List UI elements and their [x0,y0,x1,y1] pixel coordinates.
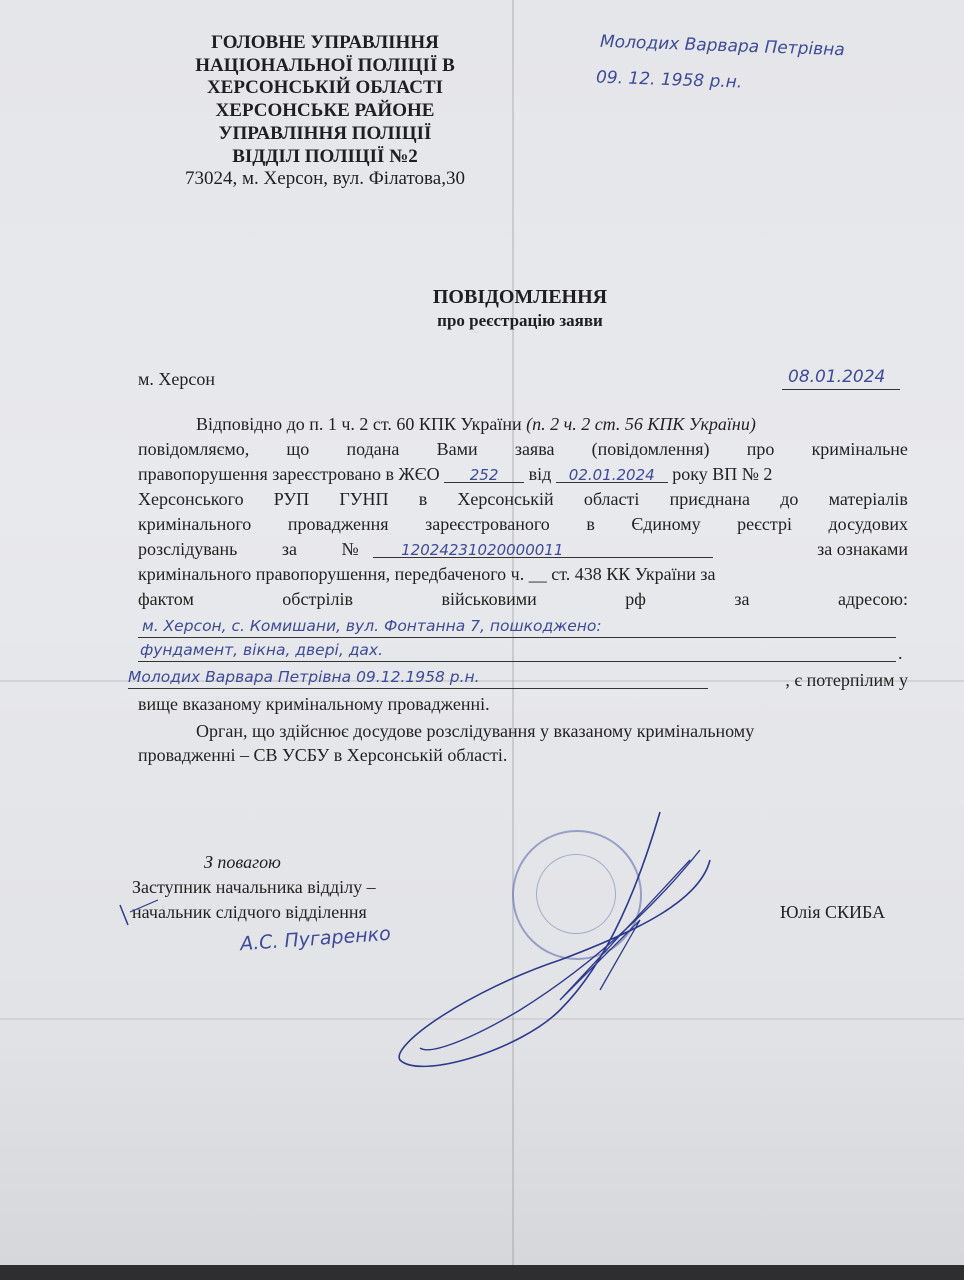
paper-fold [0,1018,964,1020]
body-line-8: фактом обстрілів військовими рф за адресою: [138,589,908,609]
body-line-4: Херсонського РУП ГУНП в Херсонській області приєднана до матеріалів [138,489,908,509]
recipient-dob-handwritten: 09. 12. 1958 р.н. [595,67,743,93]
date-underline [782,389,900,390]
erdr-number-handwritten: 12024231020000011 [401,541,564,559]
body-line-10: , є потерпілим у [785,670,908,690]
signer-name: Юлія СКИБА [780,902,886,922]
header-line: ХЕРСОНСЬКІЙ ОБЛАСТІ [206,77,444,99]
letter-date-handwritten: 08.01.2024 [788,367,886,387]
official-seal-stamp [512,830,642,960]
document-page: ГОЛОВНЕ УПРАВЛІННЯ НАЦІОНАЛЬНОЇ ПОЛІЦІЇ В ХЕРСОНСЬКІЙ ОБЛАСТІ ХЕРСОНСЬКЕ РАЙОНЕ УПРАВЛІННЯ ПОЛІЦІЇ ВІДДІЛ ПОЛІЦІЇ №2 73024, м. Херсон, вул. Філатова,30 Молодих Варвара Петрівна 09. 12. 1958 р.н. ПОВІДОМЛЕННЯ про реєстрацію заяви м. Херсон 08.01.2024 Відповідно до п. 1 ч. 2 ст. 60 КПК України (п. 2 ч. 2 ст. 56 КПК України) повідомляємо, що подана Вами заява (повідомлення) про кримінальне правопорушення зареєстровано в ЖЄО 252 від 02.01.2024 року ВП № 2 Херсонського РУП ГУНП в Херсонській області приєднана до матеріалів кримінального провадження зареєстрованого в Єдиному реєстрі досудових розслідувань за № 12024231020000011 за ознаками кримінального правопорушення, передбаченого ч. __ ст. 438 КК України за фактом обстрілів військовими рф за адресою: м. Херсон, с. Комишани, вул. Фонтанна 7, пошкоджено: фундамент, вікна, двері, дах. . Молодих Варвара Петрівна 09.12.1958 р.н. , є потерпілим у вище вказаному кримінальному провадженні. Орган, що здійснює досудове розслідування у вказаному кримінальному провадженні – СВ УСБУ в Херсонській області. З повагою Заступник начальника відділу – начальник слідчого відділення Юлія СКИБА А.С. Пугаренко [0,0,964,1265]
body-line-5: кримінального провадження зареєстрованого в Єдиному реєстрі досудових [138,514,908,534]
body-line-11: вище вказаному кримінальному провадженні. [138,694,490,714]
body-line-3: правопорушення зареєстровано в ЖЄО 252 від 02.01.2024 року ВП № 2 [138,464,773,484]
header-line: ВІДДІЛ ПОЛІЦІЇ №2 [232,145,418,167]
signer-position-2: начальник слідчого відділення [132,902,367,922]
title-main: ПОВІДОМЛЕННЯ [432,286,608,308]
body-line-1: Відповідно до п. 1 ч. 2 ст. 60 КПК України (п. 2 ч. 2 ст. 56 КПК України) [196,414,756,434]
body-line-7: кримінального правопорушення, передбаченого ч. __ ст. 438 КК України за [138,564,716,584]
header-address: 73024, м. Херсон, вул. Філатова,30 [185,168,465,190]
signer-handwritten-name: А.С. Пугаренко [239,922,392,956]
header-line: УПРАВЛІННЯ ПОЛІЦІЇ [218,122,432,144]
title-sub: про реєстрацію заяви [437,311,603,330]
regards: З повагою [204,852,281,872]
registration-date-handwritten: 02.01.2024 [568,466,655,484]
victim-handwritten: Молодих Варвара Петрівна 09.12.1958 р.н. [128,668,480,686]
document-title [300,286,740,331]
header-line: НАЦІОНАЛЬНОЇ ПОЛІЦІЇ В [195,54,455,76]
body-para-2-line-2: провадженні – СВ УСБУ в Херсонській області. [138,745,508,765]
organization-header [150,32,500,191]
address-underline [138,661,896,662]
damage-list-handwritten: фундамент, вікна, двері, дах. [140,641,384,659]
jeo-number-handwritten: 252 [469,466,499,484]
victim-underline [128,688,708,689]
header-line: ГОЛОВНЕ УПРАВЛІННЯ [211,32,439,53]
address-underline [138,637,896,638]
header-line: ХЕРСОНСЬКЕ РАЙОНЕ [215,100,435,122]
body-line-6: розслідувань за № 12024231020000011 за ознаками [138,539,908,559]
city: м. Херсон [138,369,216,389]
signer-position-1: Заступник начальника відділу – [132,877,376,897]
body-para-2-line-1: Орган, що здійснює досудове розслідування у вказаному кримінальному [196,721,755,741]
incident-address-handwritten: м. Херсон, с. Комишани, вул. Фонтанна 7, пошкоджено: [142,617,602,635]
body-line-2: повідомляємо, що подана Вами заява (повідомлення) про кримінальне [138,439,908,459]
recipient-name-handwritten: Молодих Варвара Петрівна [599,31,846,61]
